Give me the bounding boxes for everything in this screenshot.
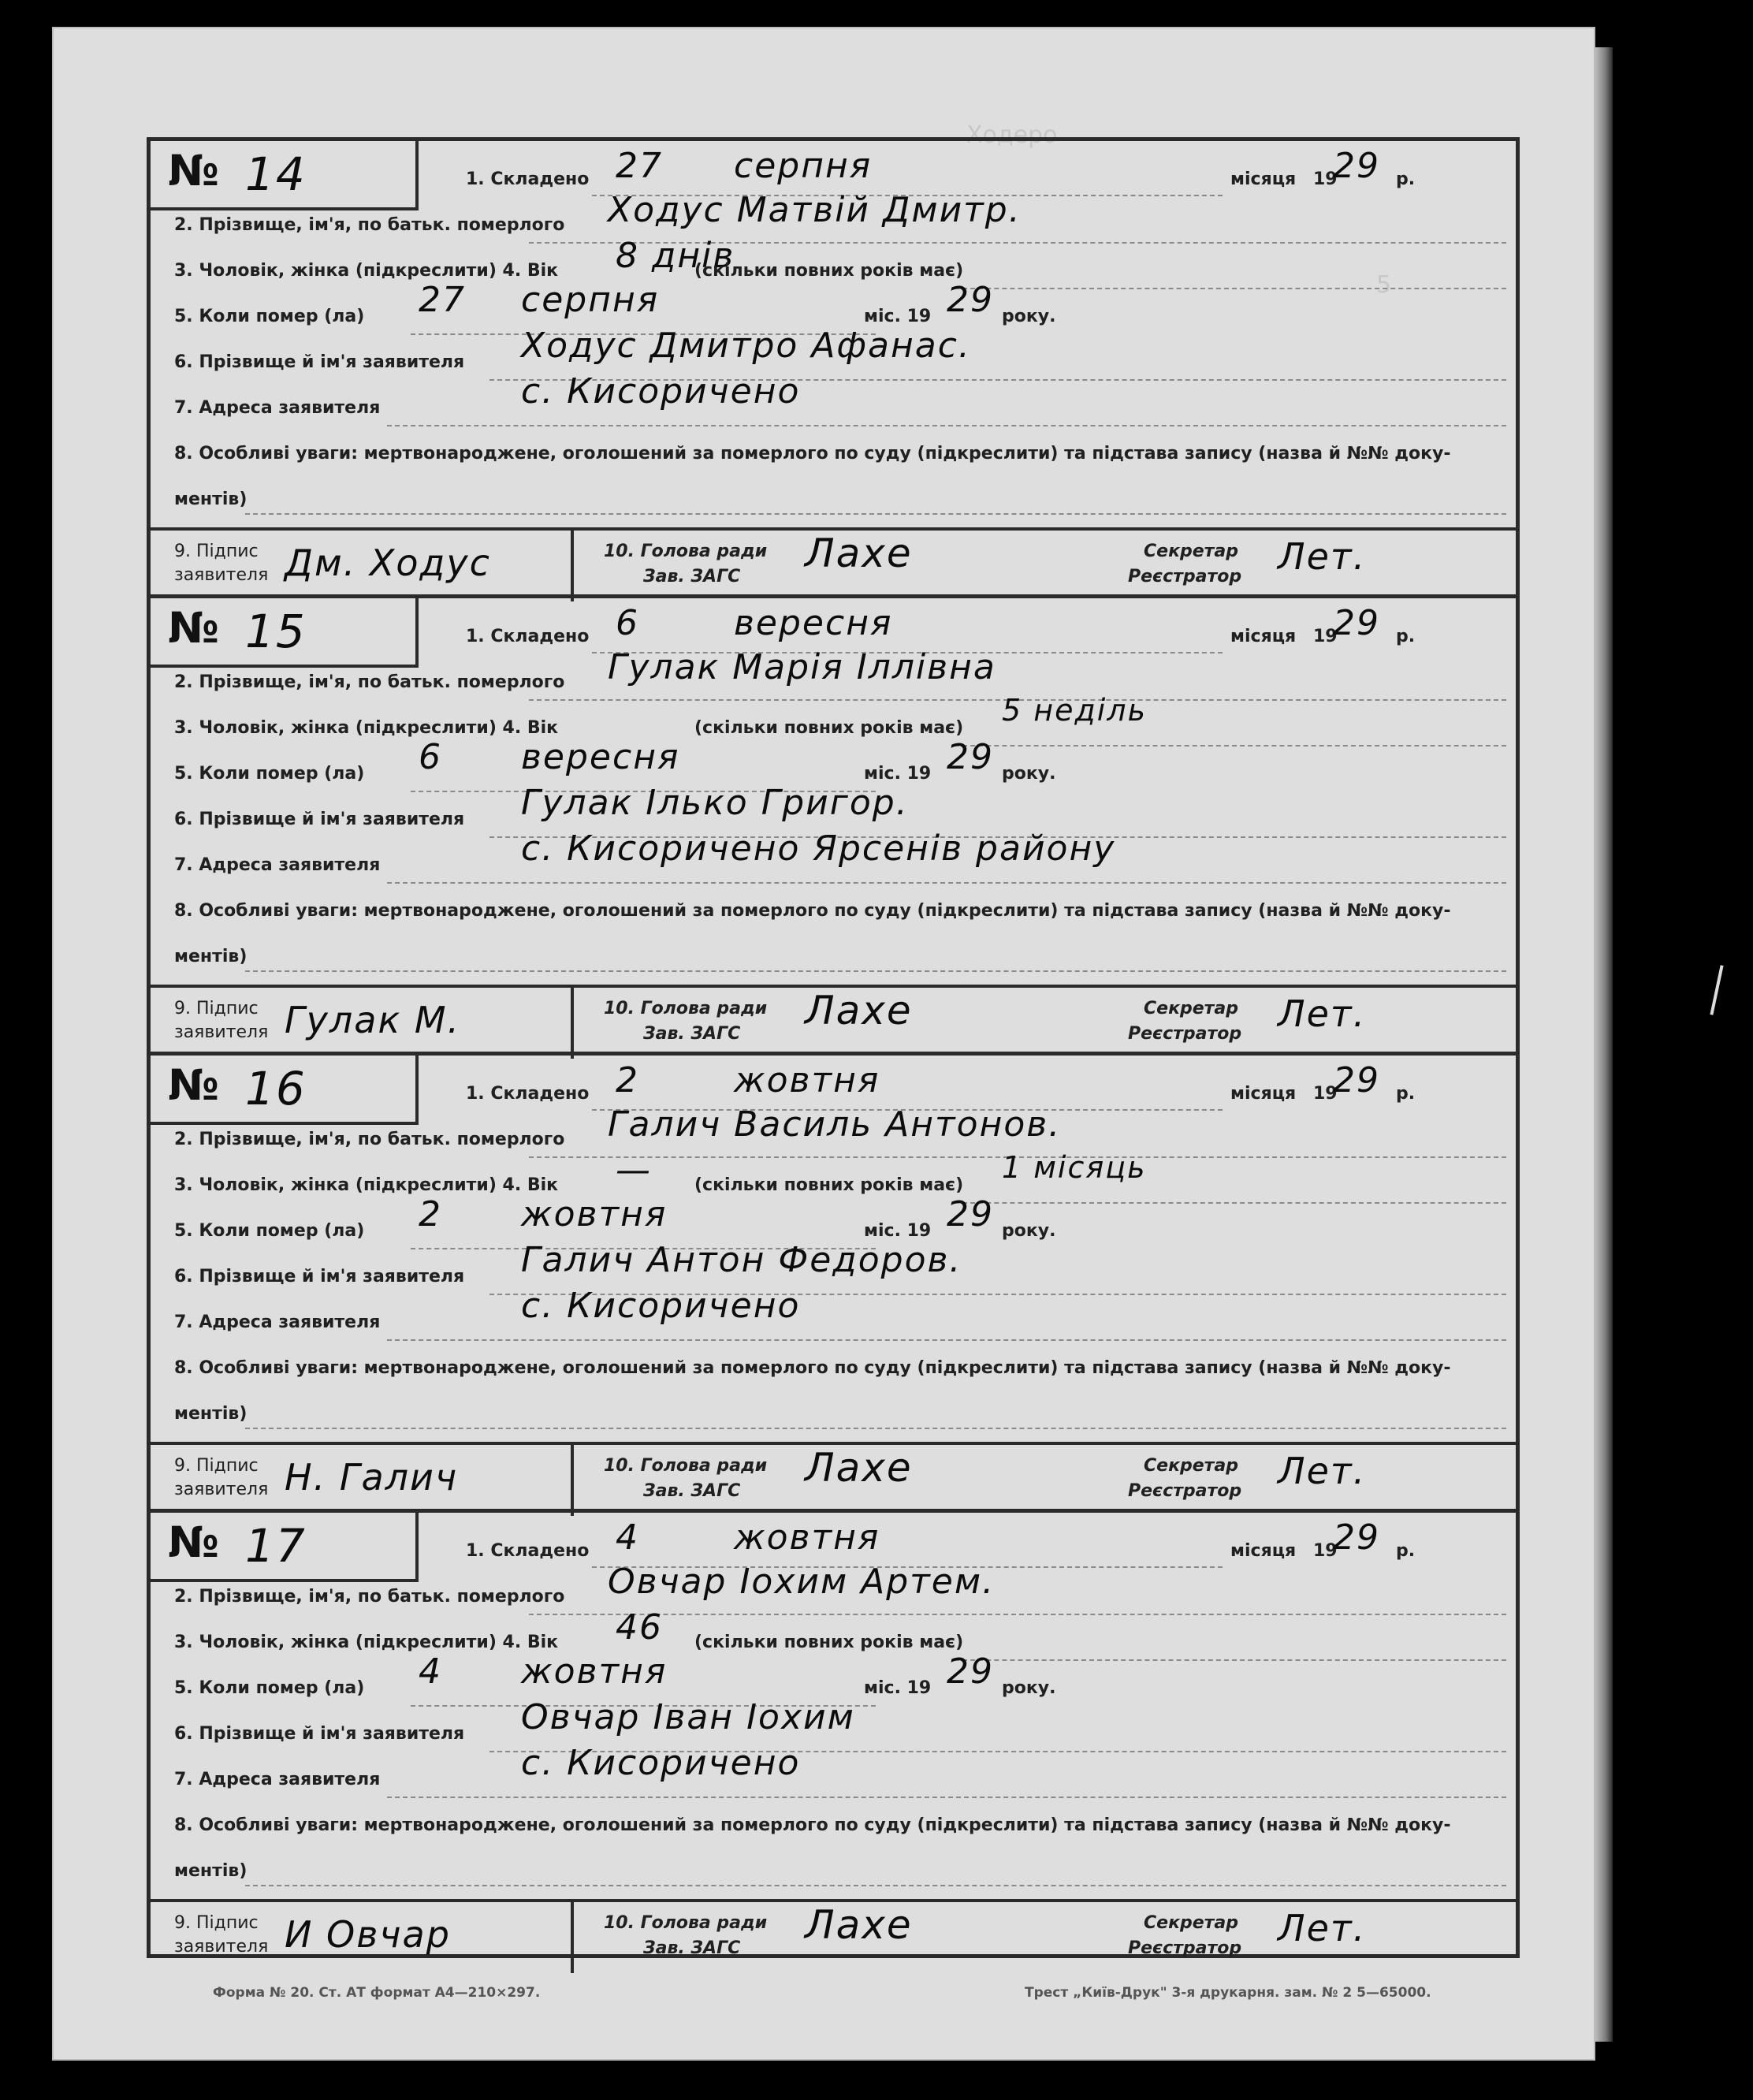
record-number: 16	[245, 1062, 307, 1115]
month-label: місяця	[1230, 1541, 1297, 1561]
sign-label: 9. Підпис	[174, 999, 259, 1018]
sex-age-label: 3. Чоловік, жінка (підкреслити) 4. Вік	[174, 1633, 559, 1652]
deceased-name: Гулак Марія Іллівна	[608, 647, 996, 687]
head-label: 10. Голова ради	[604, 542, 768, 561]
age-note: (скільки повних років має)	[694, 1633, 964, 1652]
compiled-month: вересня	[734, 603, 893, 643]
fill-line	[245, 513, 1506, 515]
registrar-label: Реєстратор	[1128, 567, 1242, 586]
signature-row	[151, 985, 1516, 1056]
died-label: 5. Коли помер (ла)	[174, 1221, 365, 1241]
notes-continued: ментів)	[174, 1404, 248, 1424]
registrar-label: Реєстратор	[1128, 1024, 1242, 1044]
deceased-name: Ходус Матвій Дмитр.	[608, 190, 1022, 230]
month-label: місяця	[1230, 627, 1297, 646]
sex-age-label: 3. Чоловік, жінка (підкреслити) 4. Вік	[174, 718, 559, 738]
address-label: 7. Адреса заявителя	[174, 855, 381, 875]
age-extra: 5 неділь	[1002, 693, 1147, 728]
applicant-name: Ходус Дмитро Афанас.	[521, 326, 971, 366]
fill-line	[955, 1202, 1506, 1204]
age-note: (скільки повних років має)	[694, 718, 964, 738]
mis-label: міс. 19	[864, 1221, 932, 1241]
secretary-signature: Лет.	[1278, 1450, 1367, 1492]
died-day: 6	[419, 737, 442, 777]
year-suffix: р.	[1396, 169, 1416, 189]
death-register-form	[147, 137, 1520, 1958]
bleed-through-text: Ходеро	[966, 121, 1058, 149]
death-record	[151, 1513, 1516, 1970]
deceased-name: Галич Василь Антонов.	[608, 1104, 1062, 1145]
compiled-label: 1. Складено	[466, 627, 590, 646]
compiled-month: серпня	[734, 146, 873, 186]
record-number-box	[151, 1513, 419, 1582]
death-record	[151, 1056, 1516, 1513]
sign-label: 9. Підпис	[174, 1456, 259, 1476]
died-month: вересня	[521, 737, 680, 777]
applicant-address: с. Кисоричено	[521, 371, 801, 411]
death-record	[151, 598, 1516, 1056]
fill-line	[387, 1797, 1506, 1798]
number-sign-label: №	[168, 1517, 219, 1567]
head-label: 10. Голова ради	[604, 999, 768, 1018]
fill-line	[955, 745, 1506, 747]
number-sign-label: №	[168, 146, 219, 195]
compiled-day: 4	[616, 1517, 639, 1558]
year-prefix: 19	[1313, 169, 1338, 189]
head-label: 10. Голова ради	[604, 1913, 768, 1933]
address-label: 7. Адреса заявителя	[174, 398, 381, 418]
roku-label: року.	[1002, 764, 1056, 784]
address-label: 7. Адреса заявителя	[174, 1770, 381, 1789]
applicant-address: с. Кисоричено	[521, 1743, 801, 1783]
age-note: (скільки повних років має)	[694, 1175, 964, 1195]
mis-label: міс. 19	[864, 1678, 932, 1698]
compiled-day: 27	[616, 146, 663, 186]
fill-line	[955, 1659, 1506, 1661]
compiled-label: 1. Складено	[466, 169, 590, 189]
signature-row	[151, 1899, 1516, 1970]
year-suffix: р.	[1396, 627, 1416, 646]
died-day: 2	[419, 1194, 442, 1234]
applicant-signature: Гулак М.	[285, 999, 461, 1041]
age-value: 46	[616, 1607, 663, 1648]
zags-label: Зав. ЗАГС	[643, 1481, 741, 1501]
died-label: 5. Коли помер (ла)	[174, 307, 365, 326]
fill-line	[387, 882, 1506, 884]
notes-continued: ментів)	[174, 947, 248, 966]
fill-line	[387, 1339, 1506, 1341]
age-note: (скільки повних років має)	[694, 261, 964, 281]
surname-label: 2. Прізвище, ім'я, по батьк. померлого	[174, 1130, 565, 1149]
applicant-signature: Дм. Ходус	[285, 542, 491, 584]
compiled-day: 6	[616, 603, 639, 643]
signature-separator	[571, 1902, 574, 1973]
secretary-label: Секретар	[1144, 542, 1239, 561]
sign-label-2: заявителя	[174, 1937, 269, 1957]
applicant-signature: Н. Галич	[285, 1456, 459, 1499]
sign-label: 9. Підпис	[174, 542, 259, 561]
address-label: 7. Адреса заявителя	[174, 1312, 381, 1332]
sign-label-2: заявителя	[174, 565, 269, 585]
signature-row	[151, 527, 1516, 598]
applicant-label: 6. Прізвище й ім'я заявителя	[174, 1267, 465, 1286]
secretary-signature: Лет.	[1278, 535, 1367, 578]
notes-label: 8. Особливі уваги: мертвонароджене, оголошений за померлого по суду (підкреслити) та підстава запису (назва й №№ доку-	[174, 444, 1451, 464]
surname-label: 2. Прізвище, ім'я, по батьк. померлого	[174, 672, 565, 692]
applicant-signature: И Овчар	[285, 1913, 451, 1956]
record-number-box	[151, 598, 419, 668]
death-record	[151, 141, 1516, 598]
head-signature: Лахе	[805, 531, 913, 576]
died-year: 29	[947, 280, 994, 320]
form-footer-right: Трест „Київ-Друк" 3-я друкарня. зам. № 2 5—65000.	[1025, 1985, 1431, 2001]
died-year: 29	[947, 737, 994, 777]
compiled-year: 29	[1333, 1060, 1380, 1100]
number-sign-label: №	[168, 1060, 219, 1110]
month-label: місяця	[1230, 169, 1297, 189]
record-number-box	[151, 1056, 419, 1125]
scan-mark	[1710, 965, 1723, 1015]
applicant-name: Овчар Іван Іохим	[521, 1697, 855, 1737]
record-number: 14	[245, 147, 307, 201]
secretary-label: Секретар	[1144, 999, 1239, 1018]
age-extra: 1 місяць	[1002, 1150, 1147, 1185]
surname-label: 2. Прізвище, ім'я, по батьк. померлого	[174, 215, 565, 235]
year-prefix: 19	[1313, 1084, 1338, 1104]
record-number: 15	[245, 605, 307, 658]
died-label: 5. Коли помер (ла)	[174, 764, 365, 784]
notes-continued: ментів)	[174, 1861, 248, 1881]
applicant-label: 6. Прізвище й ім'я заявителя	[174, 810, 465, 829]
compiled-label: 1. Складено	[466, 1541, 590, 1561]
died-label: 5. Коли помер (ла)	[174, 1678, 365, 1698]
died-year: 29	[947, 1194, 994, 1234]
head-signature: Лахе	[805, 1902, 913, 1948]
deceased-name: Овчар Іохим Артем.	[608, 1562, 996, 1602]
compiled-year: 29	[1333, 603, 1380, 643]
fill-line	[245, 1428, 1506, 1429]
applicant-address: с. Кисоричено	[521, 1286, 801, 1326]
fill-line	[529, 1614, 1506, 1615]
registrar-label: Реєстратор	[1128, 1938, 1242, 1958]
month-label: місяця	[1230, 1084, 1297, 1104]
age-value: 8 днів	[616, 236, 735, 276]
year-suffix: р.	[1396, 1084, 1416, 1104]
notes-label: 8. Особливі уваги: мертвонароджене, оголошений за померлого по суду (підкреслити) та підстава запису (назва й №№ доку-	[174, 1815, 1451, 1835]
page-edge	[1595, 47, 1613, 2042]
roku-label: року.	[1002, 307, 1056, 326]
record-number: 17	[245, 1519, 307, 1573]
fill-line	[245, 1885, 1506, 1886]
notes-continued: ментів)	[174, 490, 248, 509]
head-signature: Лахе	[805, 988, 913, 1033]
died-day: 4	[419, 1651, 442, 1692]
applicant-address: с. Кисоричено Ярсенів району	[521, 828, 1116, 869]
roku-label: року.	[1002, 1221, 1056, 1241]
notes-label: 8. Особливі уваги: мертвонароджене, оголошений за померлого по суду (підкреслити) та підстава запису (назва й №№ доку-	[174, 1358, 1451, 1378]
died-month: жовтня	[521, 1651, 668, 1692]
year-prefix: 19	[1313, 627, 1338, 646]
signature-separator	[571, 531, 574, 601]
secretary-label: Секретар	[1144, 1913, 1239, 1933]
fill-line	[387, 425, 1506, 426]
sex-age-label: 3. Чоловік, жінка (підкреслити) 4. Вік	[174, 261, 559, 281]
surname-label: 2. Прізвище, ім'я, по батьк. померлого	[174, 1587, 565, 1607]
zags-label: Зав. ЗАГС	[643, 1024, 741, 1044]
signature-separator	[571, 988, 574, 1059]
compiled-month: жовтня	[734, 1060, 880, 1100]
compiled-label: 1. Складено	[466, 1084, 590, 1104]
number-sign-label: №	[168, 603, 219, 653]
head-signature: Лахе	[805, 1445, 913, 1491]
head-label: 10. Голова ради	[604, 1456, 768, 1476]
compiled-year: 29	[1333, 146, 1380, 186]
applicant-label: 6. Прізвище й ім'я заявителя	[174, 1724, 465, 1744]
fill-line	[955, 288, 1506, 289]
year-suffix: р.	[1396, 1541, 1416, 1561]
mis-label: міс. 19	[864, 764, 932, 784]
fill-line	[245, 970, 1506, 972]
form-footer-left: Форма № 20. Ст. АТ формат А4—210×297.	[213, 1985, 541, 2001]
mis-label: міс. 19	[864, 307, 932, 326]
age-value: —	[616, 1150, 652, 1190]
zags-label: Зав. ЗАГС	[643, 567, 741, 586]
died-month: серпня	[521, 280, 660, 320]
sex-age-label: 3. Чоловік, жінка (підкреслити) 4. Вік	[174, 1175, 559, 1195]
applicant-name: Гулак Ілько Григор.	[521, 783, 909, 823]
sign-label: 9. Підпис	[174, 1913, 259, 1933]
registrar-label: Реєстратор	[1128, 1481, 1242, 1501]
died-day: 27	[419, 280, 466, 320]
secretary-signature: Лет.	[1278, 992, 1367, 1035]
died-month: жовтня	[521, 1194, 668, 1234]
compiled-month: жовтня	[734, 1517, 880, 1558]
died-year: 29	[947, 1651, 994, 1692]
signature-separator	[571, 1445, 574, 1516]
bleed-through-text: 5	[1376, 271, 1392, 299]
sign-label-2: заявителя	[174, 1022, 269, 1042]
compiled-year: 29	[1333, 1517, 1380, 1558]
zags-label: Зав. ЗАГС	[643, 1938, 741, 1958]
applicant-label: 6. Прізвище й ім'я заявителя	[174, 352, 465, 372]
record-number-box	[151, 141, 419, 210]
applicant-name: Галич Антон Федоров.	[521, 1240, 962, 1280]
compiled-day: 2	[616, 1060, 639, 1100]
secretary-label: Секретар	[1144, 1456, 1239, 1476]
secretary-signature: Лет.	[1278, 1907, 1367, 1949]
notes-label: 8. Особливі уваги: мертвонароджене, оголошений за померлого по суду (підкреслити) та підстава запису (назва й №№ доку-	[174, 901, 1451, 921]
year-prefix: 19	[1313, 1541, 1338, 1561]
roku-label: року.	[1002, 1678, 1056, 1698]
signature-row	[151, 1442, 1516, 1513]
sign-label-2: заявителя	[174, 1480, 269, 1499]
